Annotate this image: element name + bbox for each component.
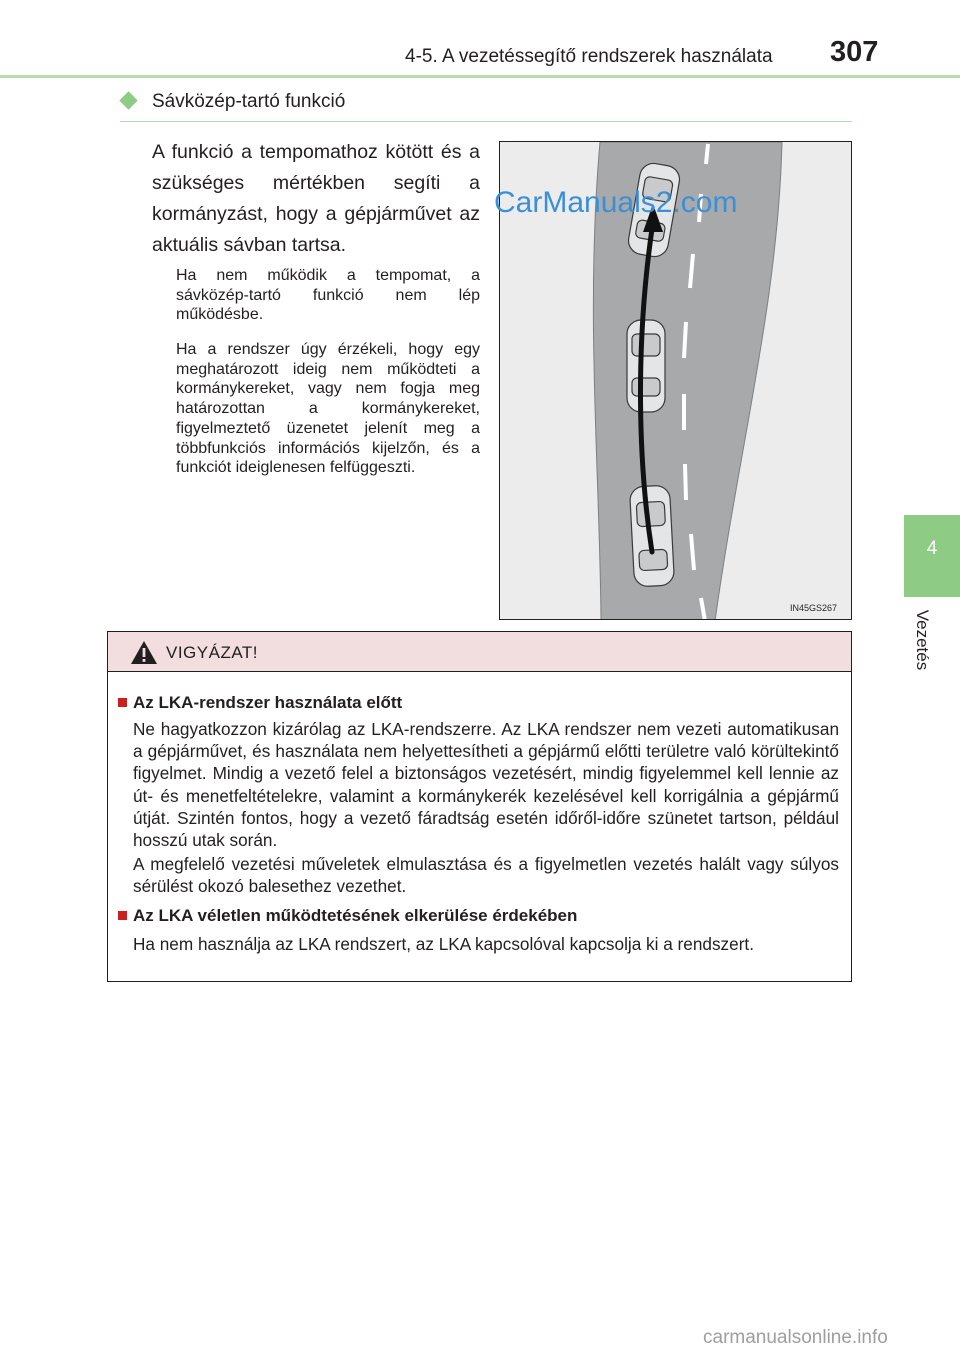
red-square-bullet-icon (118, 698, 127, 707)
main-paragraph: A funkció a tempomathoz kötött és a szükséges mértékben segíti a kormányzást, hogy a gépjárművet az aktuális sávban tartsa. (152, 141, 480, 256)
warning-triangle-icon (130, 640, 158, 665)
warning-item-text: Ne hagyatkozzon kizárólag az LKA-rendszerre. Az LKA rendszer nem vezeti automatikusan a gépjárművet, és használata nem helyettesítheti a gépjármű előtti területre való körültekintő figyelmet. Mindig a vezető felel a biztonságos vezetésért, mindig figyelemmel kell lennie az út- és menetfeltételekre, valamint a kormánykerék kezelésével kell korrigálnia a gépjármű útját. Szintén fontos, hogy a vezető fáradtság esetén időről-időre szünetet tartson, például hosszú utak során. (133, 719, 839, 851)
header-section-title: 4-5. A vezetéssegítő rendszerek használata (405, 46, 773, 67)
diamond-bullet-icon (119, 91, 137, 109)
warning-title: VIGYÁZAT! (166, 643, 259, 662)
figure-code: IN45GS267 (790, 603, 838, 613)
red-square-bullet-icon (118, 911, 127, 920)
header-rule (0, 75, 960, 78)
section-rule (120, 121, 852, 122)
warning-item-text: Ha nem használja az LKA rendszert, az LKA kapcsolóval kapcsolja ki a rendszert. (133, 934, 754, 954)
warning-item-heading: Az LKA véletlen működtetésének elkerülése érdekében (133, 906, 578, 925)
page-number: 307 (830, 36, 879, 68)
section-title: Sávközép-tartó funkció (152, 91, 346, 112)
chapter-number: 4 (926, 538, 938, 559)
warning-item-heading: Az LKA-rendszer használata előtt (133, 693, 403, 712)
note-paragraph: Ha a rendszer úgy érzékeli, hogy egy meghatározott ideig nem működteti a kormánykereket, vagy nem fogja meg határozottan a kormánykereket, figyelmeztető üzenetet jelenít meg a többfunkciós információs kijelzőn, és a funkciót ideiglenesen felfüggeszti. (176, 341, 480, 477)
warning-item-text: A megfelelő vezetési műveletek elmulasztása és a figyelmetlen vezetés halált vagy súlyos sérülést okozó balesethez vezethet. (133, 854, 839, 897)
note-paragraph: Ha nem működik a tempomat, a sávközép-tartó funkció nem lép működésbe. (176, 267, 480, 324)
car-icon (627, 320, 665, 412)
watermark-text: CarManuals2.com (494, 186, 738, 219)
chapter-label: Vezetés (913, 609, 932, 671)
footer-site-link[interactable]: carmanualsonline.info (703, 1327, 888, 1348)
